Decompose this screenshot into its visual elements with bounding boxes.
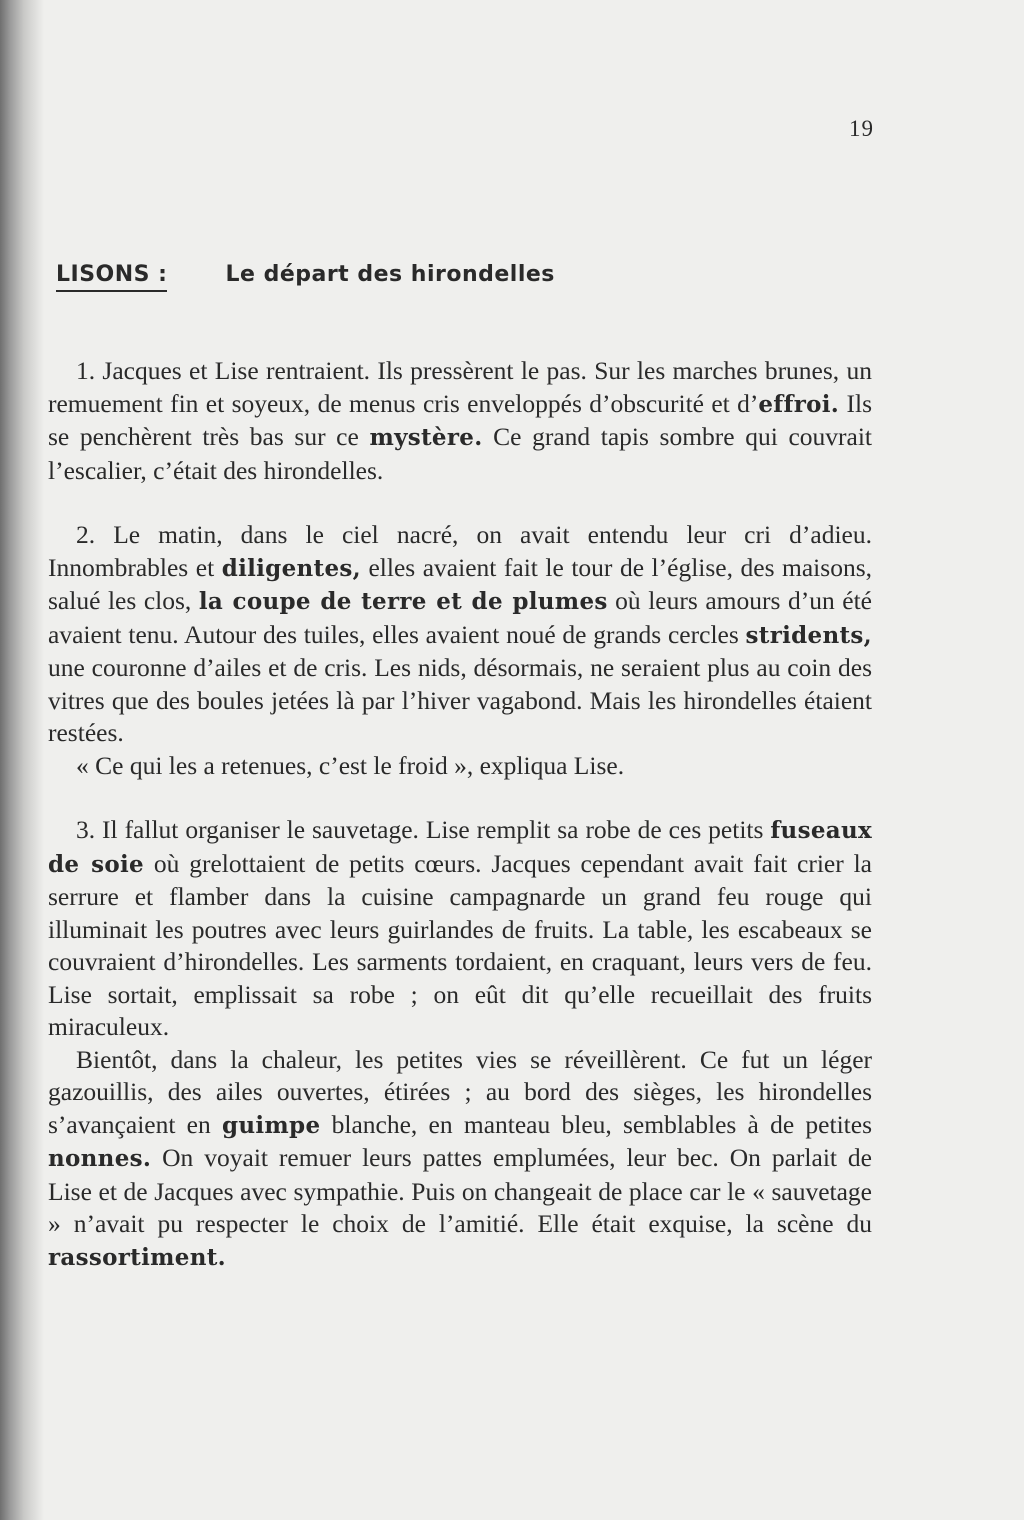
bold-term: mystère.: [369, 424, 483, 451]
section-heading: [56, 262, 555, 292]
text-segment: où leurs amours d’un été avaient tenu. Autour des tuiles, elles avaient noué de grands cercles: [48, 586, 872, 649]
bold-term: guimpe: [221, 1111, 321, 1139]
text-segment: 1. Jacques et Lise rentraient. Ils pressèrent le pas. Sur les marches brunes, un remuement fin et soyeux, de menus cris enveloppés d’obscurité et d’: [48, 356, 872, 418]
text-segment: Ce grand tapis sombre qui couvrait l’escalier, c’était des hirondelles.: [48, 422, 872, 485]
text-segment: 2. Le matin, dans le ciel nacré, on avait entendu leur cri d’adieu. Innombrables et: [48, 520, 872, 582]
text-segment: elles avaient fait le tour de l’église, des maisons, salué les clos,: [48, 552, 872, 615]
paragraph: [48, 814, 872, 1044]
reading-text: [48, 355, 872, 1274]
book-spine-shadow: [0, 0, 44, 1520]
bold-term: diligentes,: [221, 554, 361, 582]
bold-term: nonnes.: [48, 1145, 152, 1172]
text-segment: où grelottaient de petits cœurs. Jacques cependant avait fait crier la serrure et flamber dans la cuisine campagnarde un grand feu rouge qui illuminait les poutres avec leurs guirlandes de fruits. La table, les escabeaux se couvraient d’hirondelles. Les sarments tordaient, en craquant, leurs vers de feu. Lise sortait, emplissait sa robe ; on eût dit qu’elle recueillait des fruits miraculeux.: [48, 848, 873, 1041]
page-number: 19: [849, 116, 874, 141]
bold-term: effroi.: [758, 390, 840, 418]
text-segment: On voyait remuer leurs pattes emplumées, leur bec. On parlait de Lise et de Jacques avec sympathie. Puis on changeait de place car le « sauvetage » n’avait pu respecter le choix de l’amitié. Elle était exquise, la scène du: [48, 1143, 872, 1238]
bold-term: rassortiment.: [48, 1243, 226, 1271]
text-segment: Ils se penchèrent très bas sur ce: [48, 388, 872, 451]
bold-term: stridents,: [745, 621, 872, 649]
text-segment: Bientôt, dans la chaleur, les petites vies se réveillèrent. Ce fut un léger gazouillis, des ailes ouvertes, étirées ; au bord des sièges, les hirondelles s’avançaient en: [48, 1044, 872, 1139]
text-segment: blanche, en manteau bleu, semblables à de petites: [320, 1109, 872, 1139]
text-segment: « Ce qui les a retenues, c’est le froid », expliqua Lise.: [76, 750, 625, 780]
paragraph: [48, 1044, 872, 1275]
text-segment: 3. Il fallut organiser le sauvetage. Lise remplit sa robe de ces petits: [76, 815, 771, 844]
paragraph: [48, 355, 872, 487]
heading-label: LISONS :: [56, 262, 167, 292]
bold-term: fuseaux de soie: [48, 817, 872, 878]
book-page: [48, 0, 878, 1520]
paragraph: [48, 519, 872, 750]
paragraph: [48, 750, 872, 783]
bold-term: la coupe de terre et de plumes: [198, 588, 608, 615]
heading-title: Le départ des hirondelles: [225, 262, 555, 287]
text-segment: une couronne d’ailes et de cris. Les nids, désormais, ne seraient plus au coin des vitres que des boules jetées là par l’hiver vagabond. Mais les hirondelles étaient restées.: [48, 653, 872, 747]
